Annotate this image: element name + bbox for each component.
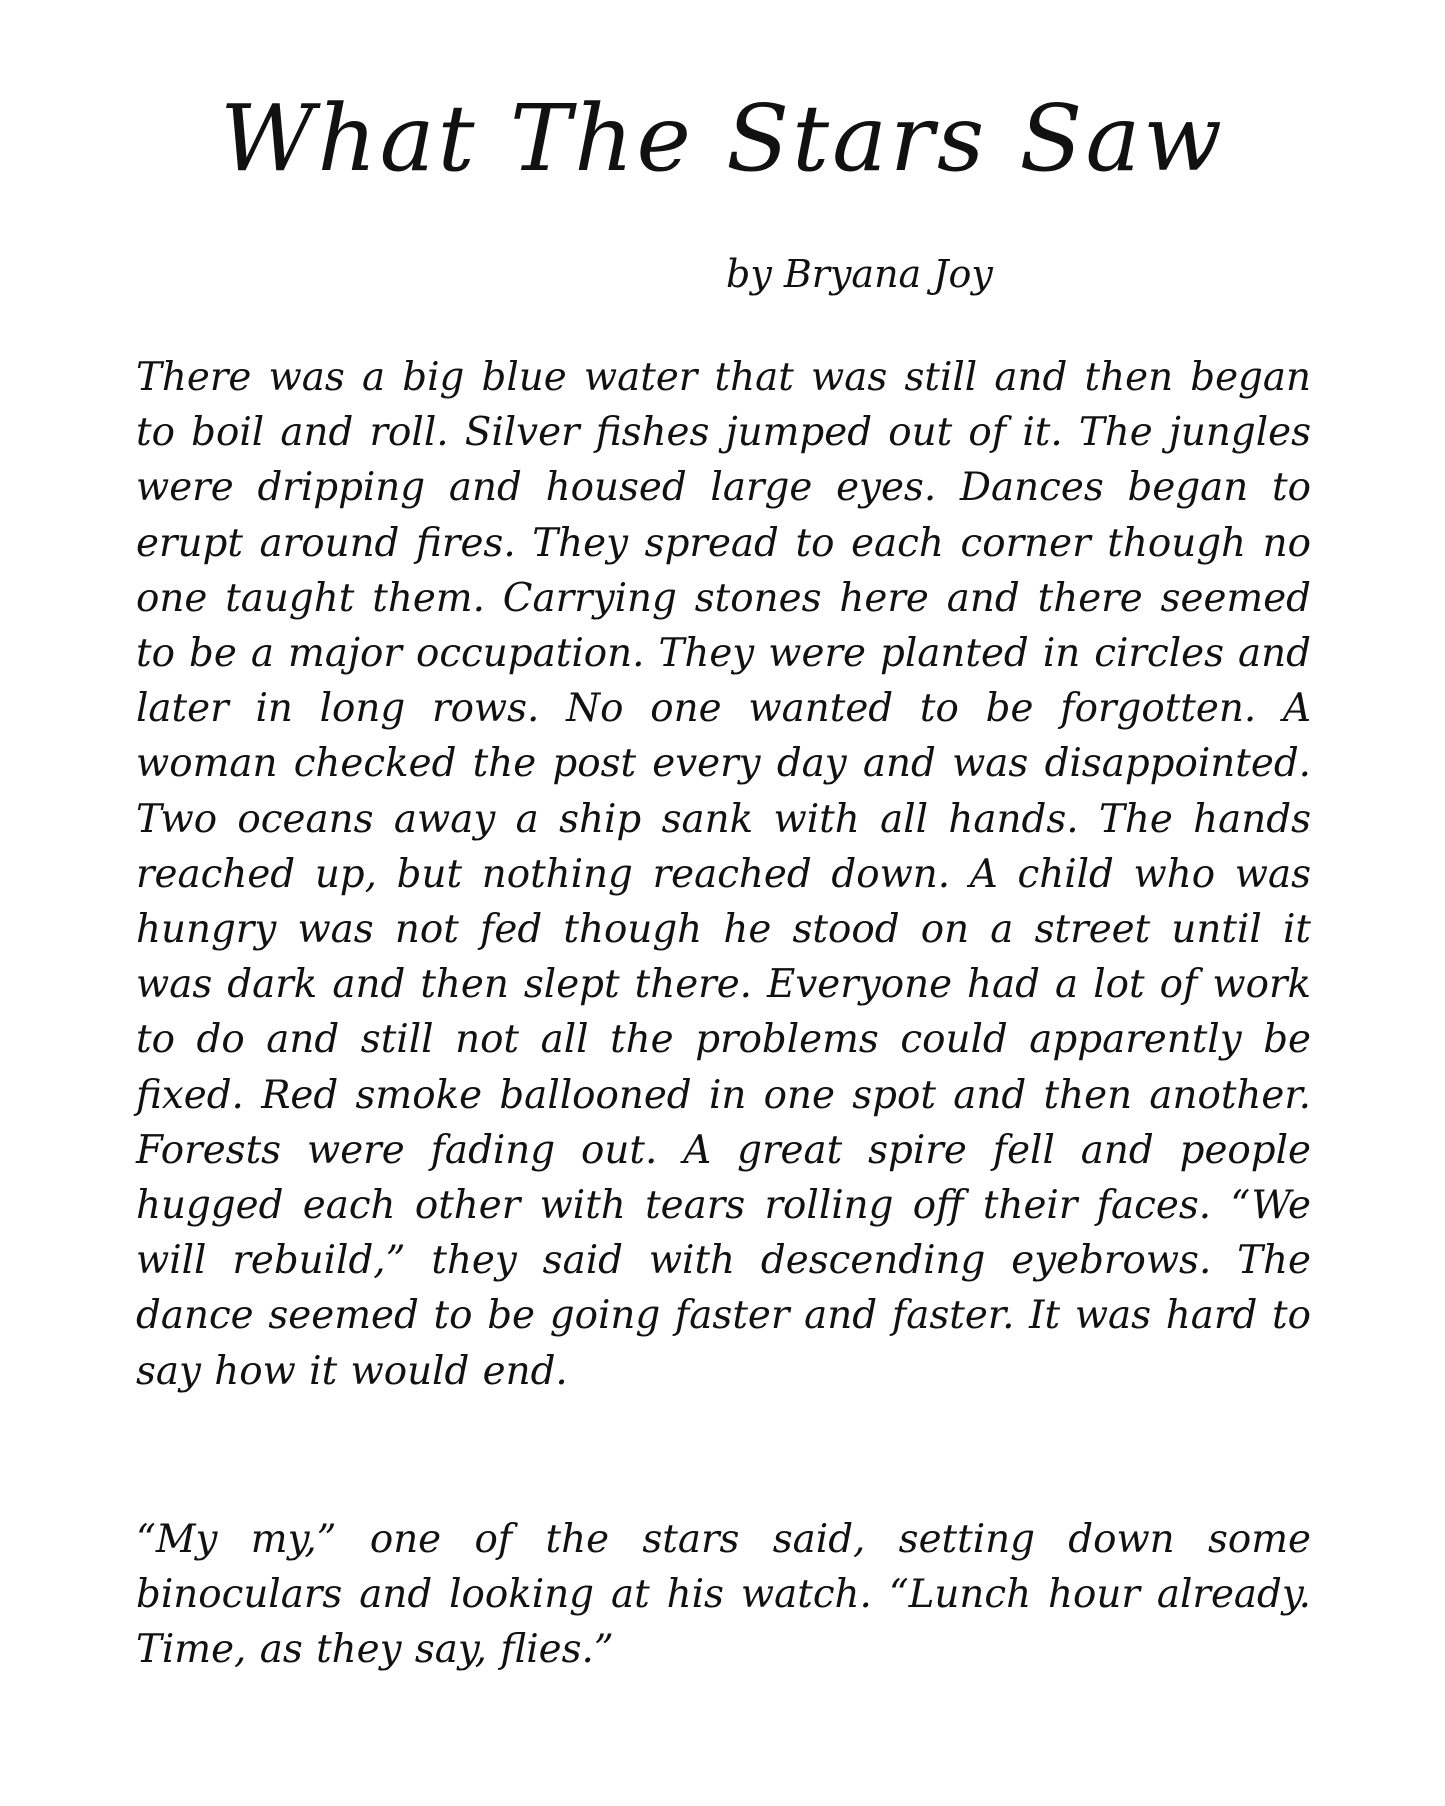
author-byline: by Bryana Joy — [726, 252, 993, 296]
story-paragraph-2: “My my,” one of the stars said, setting down some binoculars and looking at his watch. “Lunch hour already. Time, as they say, flies.” — [136, 1517, 1311, 1673]
story-paragraph-1: There was a big blue water that was still and then began to boil and roll. Silver fishes jumped out of it. The jungles were dripping and housed large eyes. Dances began to erupt around fires. They spread to each corner though no one taught them. Carrying stones here and there seemed to be a major occupation. They were planted in circles and later in long rows. No one wanted to be forgotten. A woman checked the post every day and was disappointed. Two oceans away a ship sank with all hands. The hands reached up, but nothing reached down. A child who was hungry was not fed though he stood on a street until it was dark and then slept there. Everyone had a lot of work to do and still not all the problems could apparently be fixed. Red smoke ballooned in one spot and then another. Forests were fading out. A great spire fell and people hugged each other with tears rolling off their faces. “We will rebuild,” they said with descending eyebrows. The dance seemed to be going faster and faster. It was hard to say how it would end. — [136, 355, 1311, 1394]
page-title: What The Stars Saw — [219, 85, 1226, 192]
